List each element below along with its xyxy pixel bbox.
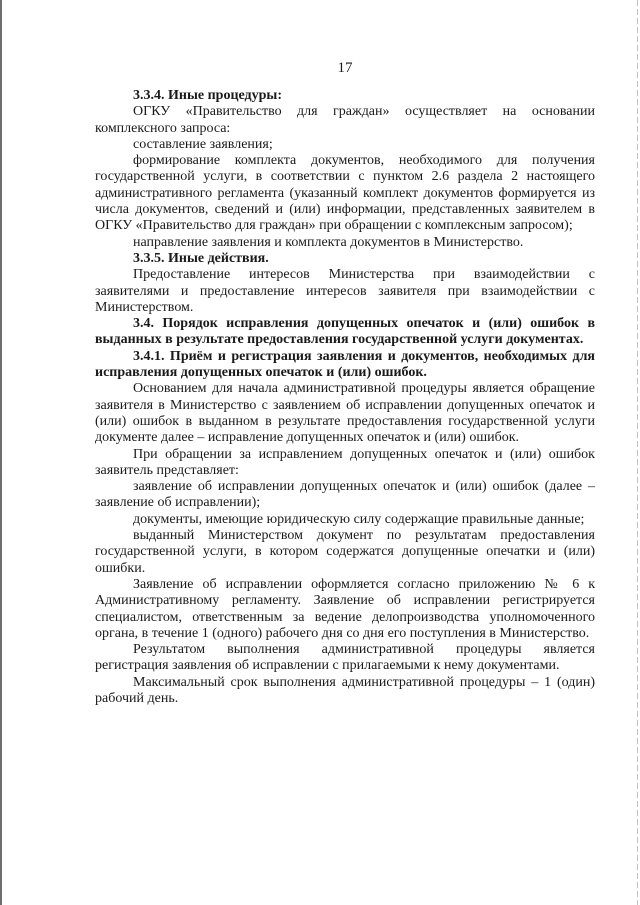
scan-left-edge — [0, 0, 2, 905]
list-item: заявление об исправлении допущенных опечаток и (или) ошибок (далее – заявление об исправлении); — [95, 479, 595, 511]
list-item: выданный Министерством документ по результатам предоставления государственной услуги, в котором содержатся допущенные опечатки и (или) ошибки. — [95, 528, 595, 576]
heading-3-3-5: 3.3.5. Иные действия. — [133, 250, 269, 266]
paragraph: Предоставление интересов Министерства при взаимодействии с заявителями и предоставление интересов заявителя при взаимодействии с Министерством. — [95, 267, 595, 315]
paragraph: При обращении за исправлением допущенных опечаток и (или) ошибок заявитель представляет: — [95, 446, 595, 478]
heading-3-4-1: 3.4.1. Приём и регистрация заявления и документов, необходимых для исправления допущенных опечаток и (или) ошибок. — [95, 348, 595, 381]
page-number: 17 — [337, 60, 353, 76]
document-body — [95, 88, 595, 707]
paragraph: Основанием для начала административной процедуры является обращение заявителя в Министерство с заявлением об исправлении допущенных опечаток и (или) ошибок в выданном в результате предоставления государственной услуги документе далее – исправление допущенных опечаток и (или) ошибок. — [95, 381, 595, 446]
list-item: составление заявления; — [133, 136, 273, 152]
list-item: формирование комплекта документов, необходимого для получения государственной услуги, в соответствии с пунктом 2.6 раздела 2 настоящего административного регламента (указанный комплект документов формируется из числа документов, сведений и (или) информации, представленных заявителем в ОГКУ «Правительство для граждан» при обращении с комплексным запросом); — [95, 153, 595, 234]
paragraph: ОГКУ «Правительство для граждан» осуществляет на основании комплексного запроса: — [95, 104, 595, 136]
scan-right-edge — [637, 0, 638, 905]
list-item: документы, имеющие юридическую силу содержащие правильные данные; — [133, 511, 585, 527]
paragraph: Результатом выполнения административной процедуры является регистрация заявления об исправлении с прилагаемыми к нему документами. — [95, 642, 595, 674]
paragraph: Заявление об исправлении оформляется согласно приложению № 6 к Административному регламенту. Заявление об исправлении регистрируется специалистом, ответственным за ведение делопроизводства уполномоченного органа, в течение 1 (одного) рабочего дня со дня его поступления в Министерство. — [95, 576, 595, 641]
heading-3-4: 3.4. Порядок исправления допущенных опечаток и (или) ошибок в выданных в результате предоставления государственной услуги документах. — [95, 316, 595, 348]
heading-3-3-4: 3.3.4. Иные процедуры: — [133, 88, 283, 103]
list-item: направление заявления и комплекта документов в Министерство. — [133, 234, 524, 250]
paragraph: Максимальный срок выполнения административной процедуры – 1 (один) рабочий день. — [95, 674, 595, 706]
